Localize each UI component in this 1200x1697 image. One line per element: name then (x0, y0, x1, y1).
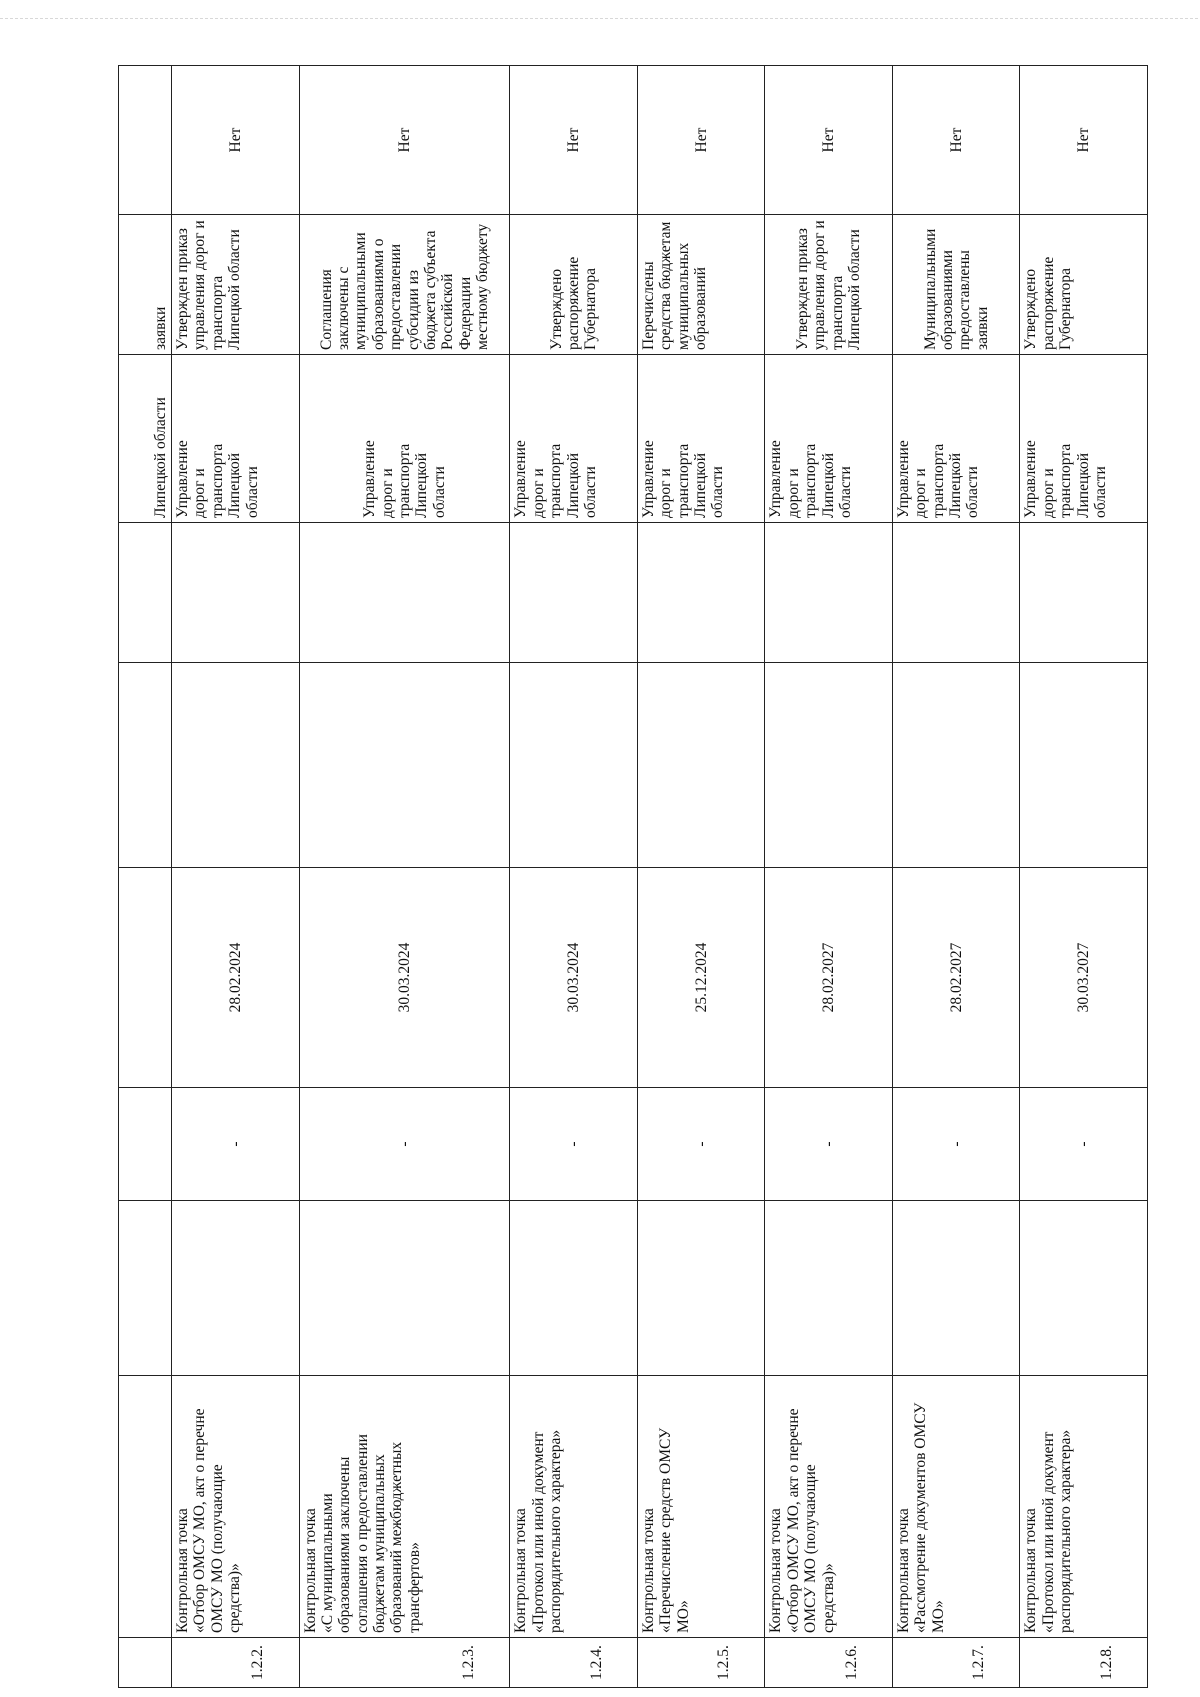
responsible-line: дорог и (529, 468, 547, 518)
title-line: «Отбор ОМСУ МО, акт о перечне (191, 1408, 209, 1633)
responsible-cell (765, 355, 893, 523)
responsible-line: дорог и (378, 468, 396, 518)
date-cell: 30.03.2027 (1020, 868, 1148, 1088)
empty-cell (765, 1201, 893, 1376)
empty-cell (510, 1201, 638, 1376)
title-line: Контрольная точка (512, 1508, 530, 1633)
document-line: Губернатора (1057, 268, 1075, 350)
document-line: заявки (973, 306, 991, 350)
responsible-line: дорог и (784, 468, 802, 518)
title-line: образованиями заключены (336, 1456, 354, 1633)
document-line: местному бюджету (473, 223, 491, 350)
document-line: Утвержден приказ (794, 228, 811, 350)
responsible-cell (1020, 355, 1148, 523)
document-line: средства бюджетам (657, 221, 675, 350)
responsible-line: области (430, 466, 448, 518)
document-line: муниципальных (674, 242, 692, 350)
responsible-line: Липецкой (413, 452, 431, 518)
empty-cell (892, 1201, 1020, 1376)
header-cell-date (119, 868, 172, 1088)
responsible-line: дорог и (657, 468, 675, 518)
title-line: Контрольная точка (894, 1508, 912, 1633)
document-cell (172, 215, 300, 355)
header-cell-flag (119, 66, 172, 215)
control-point-title (172, 1376, 300, 1638)
responsible-line: области (836, 466, 854, 518)
document-line: распоряжение (1039, 256, 1057, 350)
document-line: Утверждено (547, 268, 565, 350)
empty-cell (172, 1201, 300, 1376)
title-line: Контрольная точка (1022, 1508, 1040, 1633)
title-line: соглашения о предоставлении (353, 1434, 371, 1633)
flag-cell: Нет (637, 66, 765, 215)
document-cell (892, 215, 1020, 355)
row-number: 1.2.2. (172, 1638, 300, 1688)
row-number: 1.2.4. (510, 1638, 638, 1688)
document-line: муниципальными (352, 232, 370, 350)
responsible-line: Липецкой (947, 452, 965, 518)
rotated-page (118, 66, 1148, 1688)
dash-cell: - (637, 1088, 765, 1201)
responsible-line: дорог и (191, 468, 209, 518)
row-number: 1.2.8. (1020, 1638, 1148, 1688)
empty-cell (765, 663, 893, 868)
responsible-line: области (709, 466, 727, 518)
responsible-line: транспорта (395, 443, 413, 518)
control-point-title (892, 1376, 1020, 1638)
table-header-continuation (119, 66, 172, 1688)
flag-cell: Нет (299, 66, 510, 215)
date-cell: 28.02.2027 (892, 868, 1020, 1088)
responsible-line: Управление (767, 440, 785, 518)
title-line: МО» (929, 1600, 947, 1633)
document-cell (637, 215, 765, 355)
responsible-line: дорог и (1039, 468, 1057, 518)
table-row (892, 66, 1020, 1688)
document-line: управления дорог и (191, 220, 209, 350)
empty-cell (765, 523, 893, 663)
document-line: предоставлении (387, 243, 405, 350)
header-cell-dash (119, 1088, 172, 1201)
table-row (299, 66, 510, 1688)
document-line: Липецкой области (846, 229, 864, 350)
date-cell: 28.02.2027 (765, 868, 893, 1088)
responsible-line: области (964, 466, 982, 518)
control-point-title (299, 1376, 510, 1638)
responsible-line: Управление (894, 440, 912, 518)
dash-cell: - (172, 1088, 300, 1201)
title-line: «Протокол или иной документ (529, 1431, 547, 1633)
document-line: Муниципальными (921, 228, 939, 350)
document-cell (765, 215, 893, 355)
title-line: средства)» (226, 1563, 244, 1633)
document-cell (1020, 215, 1148, 355)
header-cell-empty-3 (119, 523, 172, 663)
title-line: «Протокол или иной документ (1039, 1431, 1057, 1633)
responsible-cell (172, 355, 300, 523)
responsible-cell (510, 355, 638, 523)
empty-cell (510, 523, 638, 663)
document-line: образованиями о (369, 238, 387, 350)
header-cell-responsible: Липецкой области (119, 355, 172, 523)
responsible-line: транспорта (674, 443, 692, 518)
document-line: управления дорог и (811, 220, 829, 350)
empty-cell (172, 663, 300, 868)
title-line: «Отбор ОМСУ МО, акт о перечне (784, 1408, 802, 1633)
title-line: трансфертов» (405, 1542, 423, 1633)
empty-cell (1020, 523, 1148, 663)
flag-cell: Нет (765, 66, 893, 215)
title-line: ОМСУ МО (получающие (802, 1464, 820, 1633)
responsible-line: транспорта (929, 443, 947, 518)
title-line: Контрольная точка (767, 1508, 785, 1633)
responsible-line: области (243, 466, 261, 518)
responsible-line: транспорта (802, 443, 820, 518)
title-line: распорядительного характера» (1057, 1429, 1075, 1633)
control-point-title (637, 1376, 765, 1638)
empty-cell (299, 523, 510, 663)
empty-cell (1020, 663, 1148, 868)
header-cell-title (119, 1376, 172, 1638)
responsible-line: Управление (174, 440, 192, 518)
title-line: средства)» (819, 1563, 837, 1633)
table-row (765, 66, 893, 1688)
responsible-cell (892, 355, 1020, 523)
control-points-table (118, 65, 1148, 1688)
empty-cell (510, 663, 638, 868)
flag-cell: Нет (892, 66, 1020, 215)
title-line: ОМСУ МО (получающие (208, 1464, 226, 1633)
responsible-line: Липецкой (1074, 452, 1092, 518)
title-line: распорядительного характера» (547, 1429, 565, 1633)
dash-cell: - (892, 1088, 1020, 1201)
responsible-line: транспорта (547, 443, 565, 518)
empty-cell (892, 523, 1020, 663)
document-line: субсидии из (404, 269, 422, 350)
document-line: Перечислены (639, 261, 657, 350)
row-number: 1.2.5. (637, 1638, 765, 1688)
row-number: 1.2.3. (299, 1638, 510, 1688)
empty-cell (299, 663, 510, 868)
responsible-cell (637, 355, 765, 523)
empty-cell (637, 523, 765, 663)
header-cell-empty-1 (119, 1201, 172, 1376)
title-line: МО» (674, 1600, 692, 1633)
document-line: предоставлены (956, 250, 974, 350)
responsible-line: Липецкой (226, 452, 244, 518)
table-row (172, 66, 300, 1688)
responsible-line: Липецкой (564, 452, 582, 518)
document-line: Федерации (456, 276, 474, 350)
control-point-title (1020, 1376, 1148, 1638)
table-row (637, 66, 765, 1688)
row-number: 1.2.6. (765, 1638, 893, 1688)
responsible-line: Управление (639, 440, 657, 518)
control-point-title (765, 1376, 893, 1638)
document-line: заключены с (335, 266, 353, 350)
dash-cell: - (1020, 1088, 1148, 1201)
responsible-line: Липецкой (692, 452, 710, 518)
responsible-line: транспорта (1057, 443, 1075, 518)
responsible-line: Управление (361, 440, 379, 518)
empty-cell (637, 1201, 765, 1376)
empty-cell (1020, 1201, 1148, 1376)
document-line: Российской (439, 273, 457, 350)
document-line: образований (692, 267, 710, 350)
document-line: бюджета субъекта (421, 230, 439, 350)
flag-cell: Нет (172, 66, 300, 215)
document-line: Утвержден приказ (174, 228, 192, 350)
responsible-cell (299, 355, 510, 523)
dash-cell: - (765, 1088, 893, 1201)
document-line: транспорта (208, 275, 226, 350)
dash-cell: - (510, 1088, 638, 1201)
document-line: Соглашения (317, 269, 335, 350)
document-line: Утверждено (1022, 268, 1040, 350)
date-cell: 30.03.2024 (299, 868, 510, 1088)
document-line: транспорта (828, 275, 846, 350)
empty-cell (637, 663, 765, 868)
title-line: «Рассмотрение документов ОМСУ (912, 1402, 930, 1633)
title-line: бюджетам муниципальных (371, 1454, 389, 1633)
table-row (1020, 66, 1148, 1688)
dash-cell: - (299, 1088, 510, 1201)
header-cell-empty-2 (119, 663, 172, 868)
document-line: Губернатора (582, 268, 600, 350)
date-cell: 28.02.2024 (172, 868, 300, 1088)
title-line: Контрольная точка (639, 1508, 657, 1633)
empty-cell (299, 1201, 510, 1376)
responsible-line: дорог и (912, 468, 930, 518)
responsible-line: Управление (512, 440, 530, 518)
empty-cell (172, 523, 300, 663)
title-line: Контрольная точка (301, 1508, 319, 1633)
document-cell (299, 215, 510, 355)
flag-cell: Нет (1020, 66, 1148, 215)
title-line: «Перечисление средств ОМСУ (657, 1427, 675, 1633)
control-point-title (510, 1376, 638, 1638)
document-line: распоряжение (565, 256, 583, 350)
document-line: Липецкой области (226, 229, 244, 350)
header-cell-document: заявки (119, 215, 172, 355)
row-number: 1.2.7. (892, 1638, 1020, 1688)
header-cell-num (119, 1638, 172, 1688)
document-line: образованиями (938, 250, 956, 350)
title-line: образований межбюджетных (388, 1441, 406, 1633)
title-line: Контрольная точка (174, 1508, 192, 1633)
responsible-line: транспорта (208, 443, 226, 518)
flag-cell: Нет (510, 66, 638, 215)
date-cell: 30.03.2024 (510, 868, 638, 1088)
title-line: «С муниципальными (318, 1493, 336, 1633)
empty-cell (892, 663, 1020, 868)
scan-top-edge (0, 18, 1200, 19)
responsible-line: области (1091, 466, 1109, 518)
table-row (510, 66, 638, 1688)
document-cell (510, 215, 638, 355)
date-cell: 25.12.2024 (637, 868, 765, 1088)
responsible-line: Липецкой (819, 452, 837, 518)
responsible-line: Управление (1022, 440, 1040, 518)
responsible-line: области (581, 466, 599, 518)
